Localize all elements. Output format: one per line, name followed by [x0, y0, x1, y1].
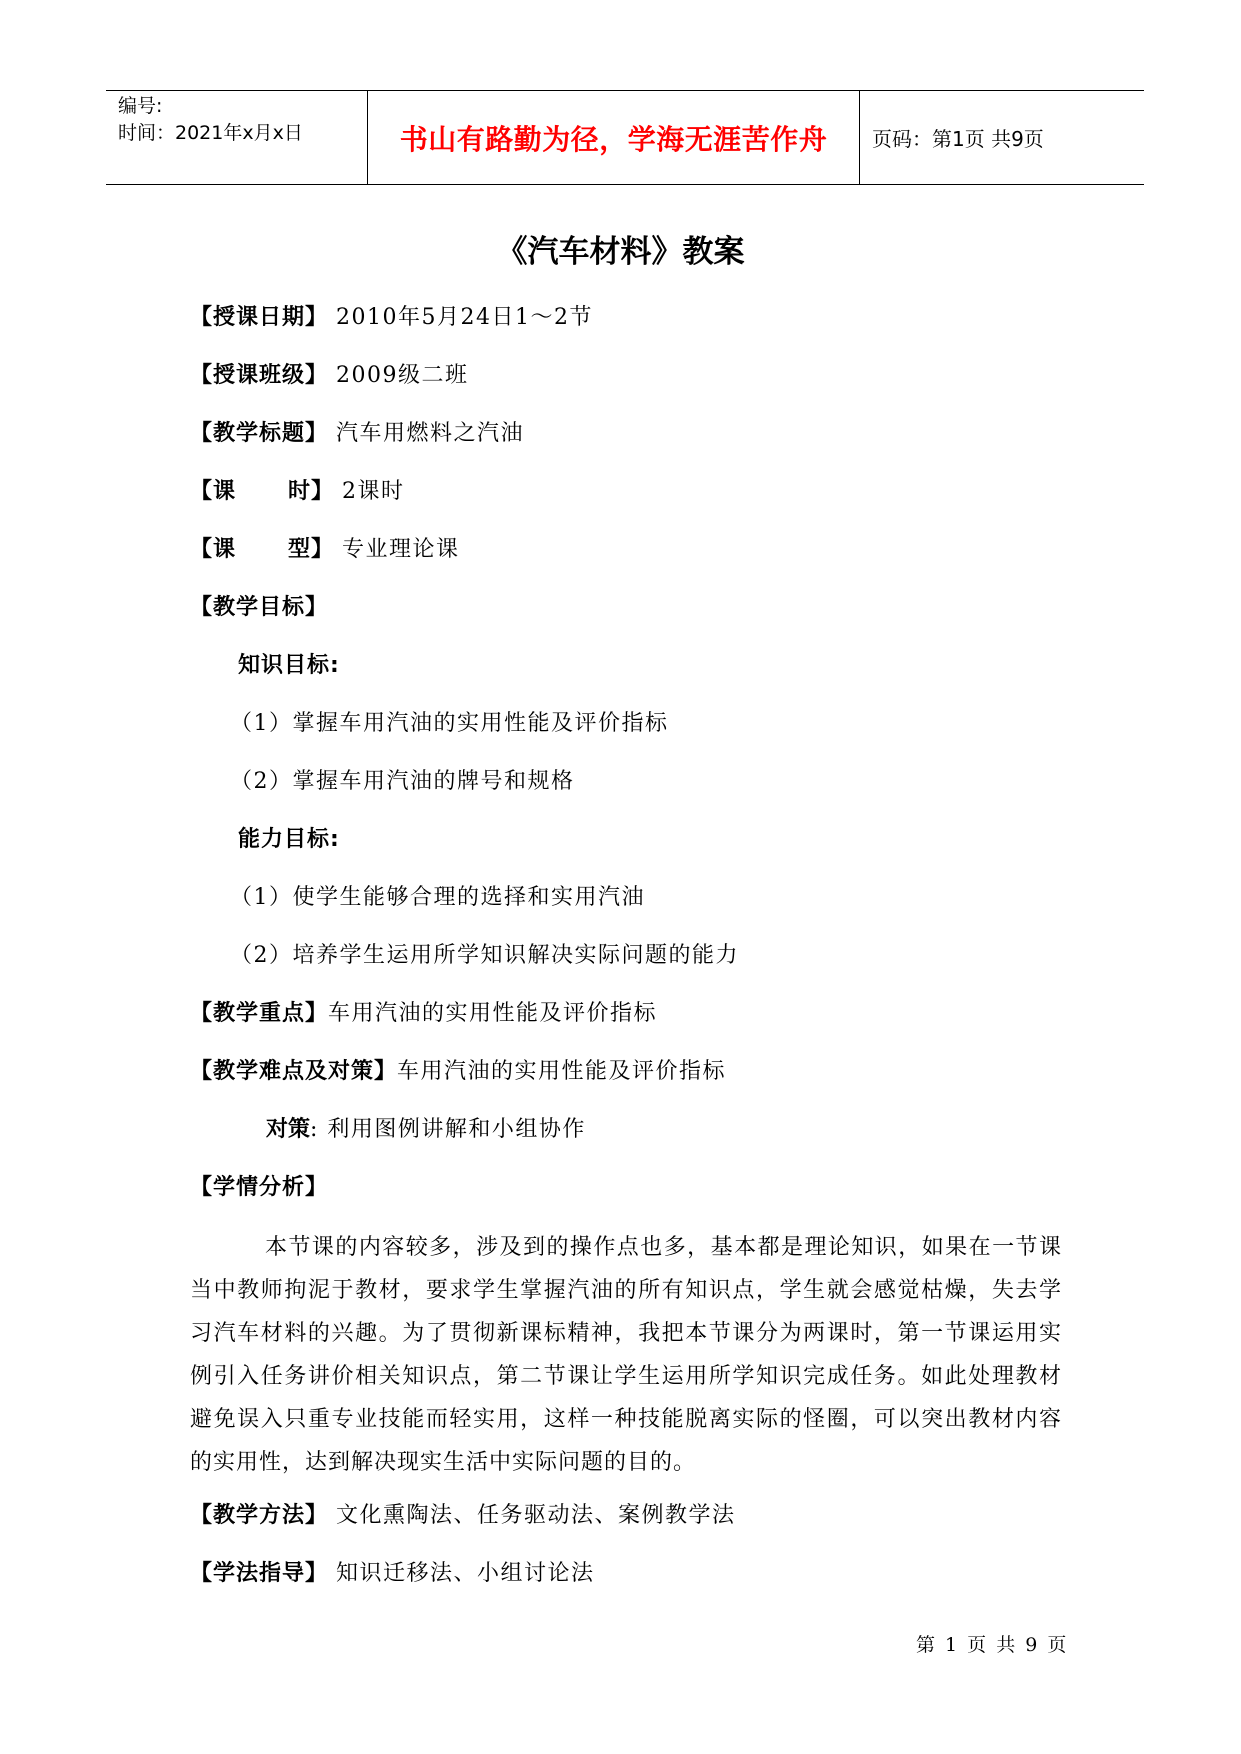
- date-value: 2010年5月24日1～2节: [336, 305, 593, 330]
- topic-label: 【教学标题】: [190, 421, 329, 446]
- field-strategy: [190, 1110, 1070, 1168]
- difficulty-label: 【教学难点及对策】: [190, 1059, 398, 1084]
- field-hours: [190, 472, 1070, 530]
- difficulty-value: 车用汽油的实用性能及评价指标: [397, 1059, 727, 1084]
- guide-value: 知识迁移法、小组讨论法: [336, 1561, 595, 1586]
- analysis-paragraph: 本节课的内容较多，涉及到的操作点也多，基本都是理论知识，如果在一节课当中教师拘泥于教材，要求学生掌握汽油的所有知识点，学生就会感觉枯燥，失去学习汽车材料的兴趣。为了贯彻新课标精神，我把本节课分为两课时，第一节课运用实例引入任务讲价相关知识点，第二节课让学生运用所学知识完成任务。如此处理教材避免误入只重专业技能而轻实用，这样一种技能脱离实际的怪圈，可以突出教材内容的实用性，达到解决现实生活中实际问题的目的。: [190, 1235, 1062, 1475]
- strategy-label: 对策: [266, 1117, 311, 1142]
- focus-label: 【教学重点】: [190, 1001, 329, 1026]
- type-value: 专业理论课: [341, 537, 460, 562]
- strategy-value: : 利用图例讲解和小组协作: [310, 1117, 586, 1142]
- header-page-info: 页码：第1页 共9页: [872, 127, 1044, 151]
- hours-label: 【课 时】: [190, 479, 334, 504]
- class-value: 2009级二班: [336, 363, 469, 388]
- method-value: 文化熏陶法、任务驱动法、案例教学法: [336, 1503, 736, 1528]
- time-label: 时间：2021年x月x日: [118, 122, 303, 144]
- page-footer: 第 1 页 共 9 页: [916, 1634, 1069, 1656]
- field-difficulty: [190, 1052, 1070, 1110]
- knowledge-goals-heading: 知识目标:: [238, 653, 340, 678]
- field-guide: [190, 1554, 1070, 1612]
- class-label: 【授课班级】: [190, 363, 329, 388]
- field-type: [190, 530, 1070, 588]
- field-analysis: [190, 1168, 1070, 1226]
- goals-label: 【教学目标】: [190, 595, 329, 620]
- document-title: 《汽车材料》教案: [496, 234, 745, 270]
- ability-goal-item: （1）使学生能够合理的选择和实用汽油: [230, 885, 645, 910]
- guide-label: 【学法指导】: [190, 1561, 329, 1586]
- field-date: [190, 298, 1070, 356]
- ability-goals-heading: 能力目标:: [238, 827, 340, 852]
- field-focus: [190, 994, 1070, 1052]
- analysis-label: 【学情分析】: [190, 1175, 329, 1200]
- knowledge-goal-item: （2）掌握车用汽油的牌号和规格: [230, 769, 575, 794]
- method-label: 【教学方法】: [190, 1503, 329, 1528]
- header-motto: 书山有路勤为径，学海无涯苦作舟: [368, 91, 860, 184]
- number-label: 编号:: [118, 95, 163, 117]
- topic-value: 汽车用燃料之汽油: [336, 421, 525, 446]
- knowledge-goal-item: （1）掌握车用汽油的实用性能及评价指标: [230, 711, 669, 736]
- focus-value: 车用汽油的实用性能及评价指标: [328, 1001, 658, 1026]
- page-header: [106, 90, 1144, 185]
- field-method: [190, 1496, 1070, 1554]
- ability-goal-item: （2）培养学生运用所学知识解决实际问题的能力: [230, 943, 739, 968]
- header-meta: [106, 91, 368, 184]
- field-topic: [190, 414, 1070, 472]
- type-label: 【课 型】: [190, 537, 334, 562]
- lesson-plan-body: [190, 298, 1070, 1612]
- date-label: 【授课日期】: [190, 305, 329, 330]
- field-goals: [190, 588, 1070, 646]
- field-class: [190, 356, 1070, 414]
- hours-value: 2课时: [341, 479, 405, 504]
